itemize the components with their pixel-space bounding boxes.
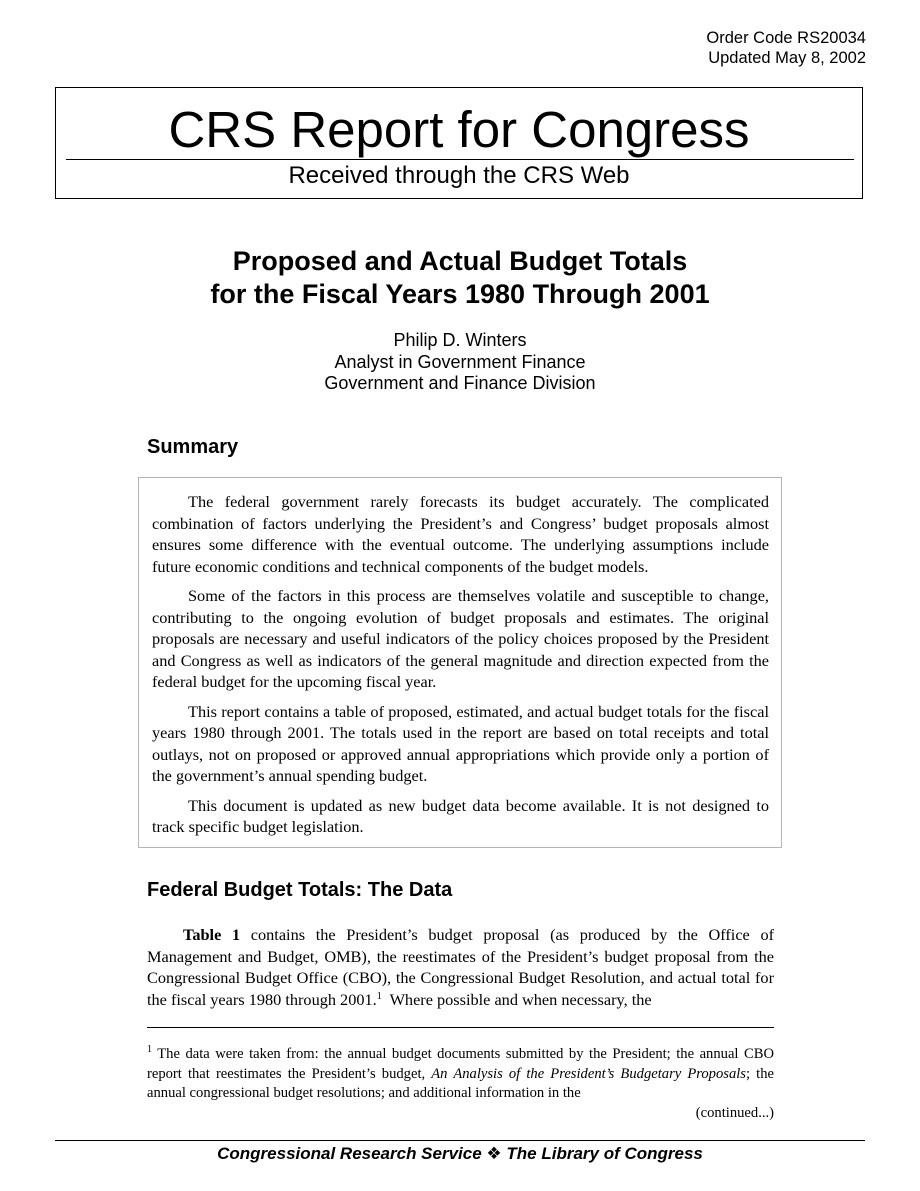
order-info (706, 28, 866, 68)
author-name: Philip D. Winters (393, 330, 527, 350)
footnote-text-before: The data were taken from: the annual budget documents submitted by the President; the annual CBO report that reestimates the President’s budget, (147, 1046, 774, 1082)
footnote-text-after: ; the annual congressional budget resolutions; and additional information in the (147, 1065, 774, 1101)
report-title-line-1: Proposed and Actual Budget Totals (232, 246, 688, 276)
footer-loc: The Library of Congress (506, 1144, 703, 1163)
order-code: Order Code RS20034 (706, 29, 866, 47)
footnote-divider (147, 1027, 774, 1028)
summary-paragraph-2: Some of the factors in this process are themselves volatile and susceptible to change, contributing to the ongoing evolution of budget proposals and estimates. The original proposals are necessary and useful indicators of the policy choices proposed by the President and Congress as well as indicators of the general magnitude and direction expected from the federal budget for the upcoming fiscal year. (152, 586, 769, 691)
summary-paragraph-3: This report contains a table of proposed, estimated, and actual budget totals for the fiscal years 1980 through 2001. The totals used in the report are based on total receipts and total outlays, not on proposed or approved annual appropriations which provide only a portion of the government’s annual spending budget. (152, 701, 769, 785)
report-title (0, 245, 920, 311)
footer (0, 1143, 920, 1165)
footnote-continued: (continued...) (695, 1105, 774, 1121)
footnote-marker: 1 (147, 1044, 152, 1055)
body-text-after-note: Where possible and when necessary, the (389, 989, 652, 1009)
body-paragraph (147, 924, 774, 1010)
summary-box (138, 477, 782, 848)
footnote (147, 1045, 774, 1104)
footer-crs: Congressional Research Service (217, 1144, 482, 1163)
section-heading: Federal Budget Totals: The Data (147, 879, 453, 901)
masthead-title: CRS Report for Congress (168, 101, 750, 158)
author-division: Government and Finance Division (324, 373, 596, 393)
footer-separator-icon: ❖ (486, 1144, 502, 1163)
footnote-reference[interactable]: 1 (376, 990, 382, 1002)
summary-heading: Summary (147, 436, 239, 458)
author-title: Analyst in Government Finance (334, 351, 586, 372)
masthead (55, 87, 863, 199)
table-reference: Table 1 (183, 925, 241, 944)
footer-divider (55, 1140, 865, 1141)
summary-paragraph-1: The federal government rarely forecasts its budget accurately. The complicated combination of factors underlying the President’s and Congress’ budget proposals almost ensures some difference with the eventual outcome. The underlying assumptions include future economic conditions and technical components of the budget models. (152, 492, 769, 576)
updated-date: Updated May 8, 2002 (708, 49, 866, 67)
masthead-subtitle: Received through the CRS Web (288, 162, 630, 189)
author-block (0, 330, 920, 395)
report-title-line-2: for the Fiscal Years 1980 Through 2001 (210, 279, 710, 309)
body-text-before-note: contains the President’s budget proposal (as produced by the Office of Management and Budget, OMB), the reestimates of the President’s budget proposal from the Congressional Budget Office (CBO), the Congressional Budget Resolution, and actual total for the fiscal years 1980 through 2001. (147, 925, 774, 1009)
masthead-divider (66, 159, 854, 160)
summary-paragraph-4: This document is updated as new budget data become available. It is not designed to track specific budget legislation. (152, 795, 769, 836)
footnote-publication-title: An Analysis of the President’s Budgetary Proposals (431, 1065, 746, 1082)
